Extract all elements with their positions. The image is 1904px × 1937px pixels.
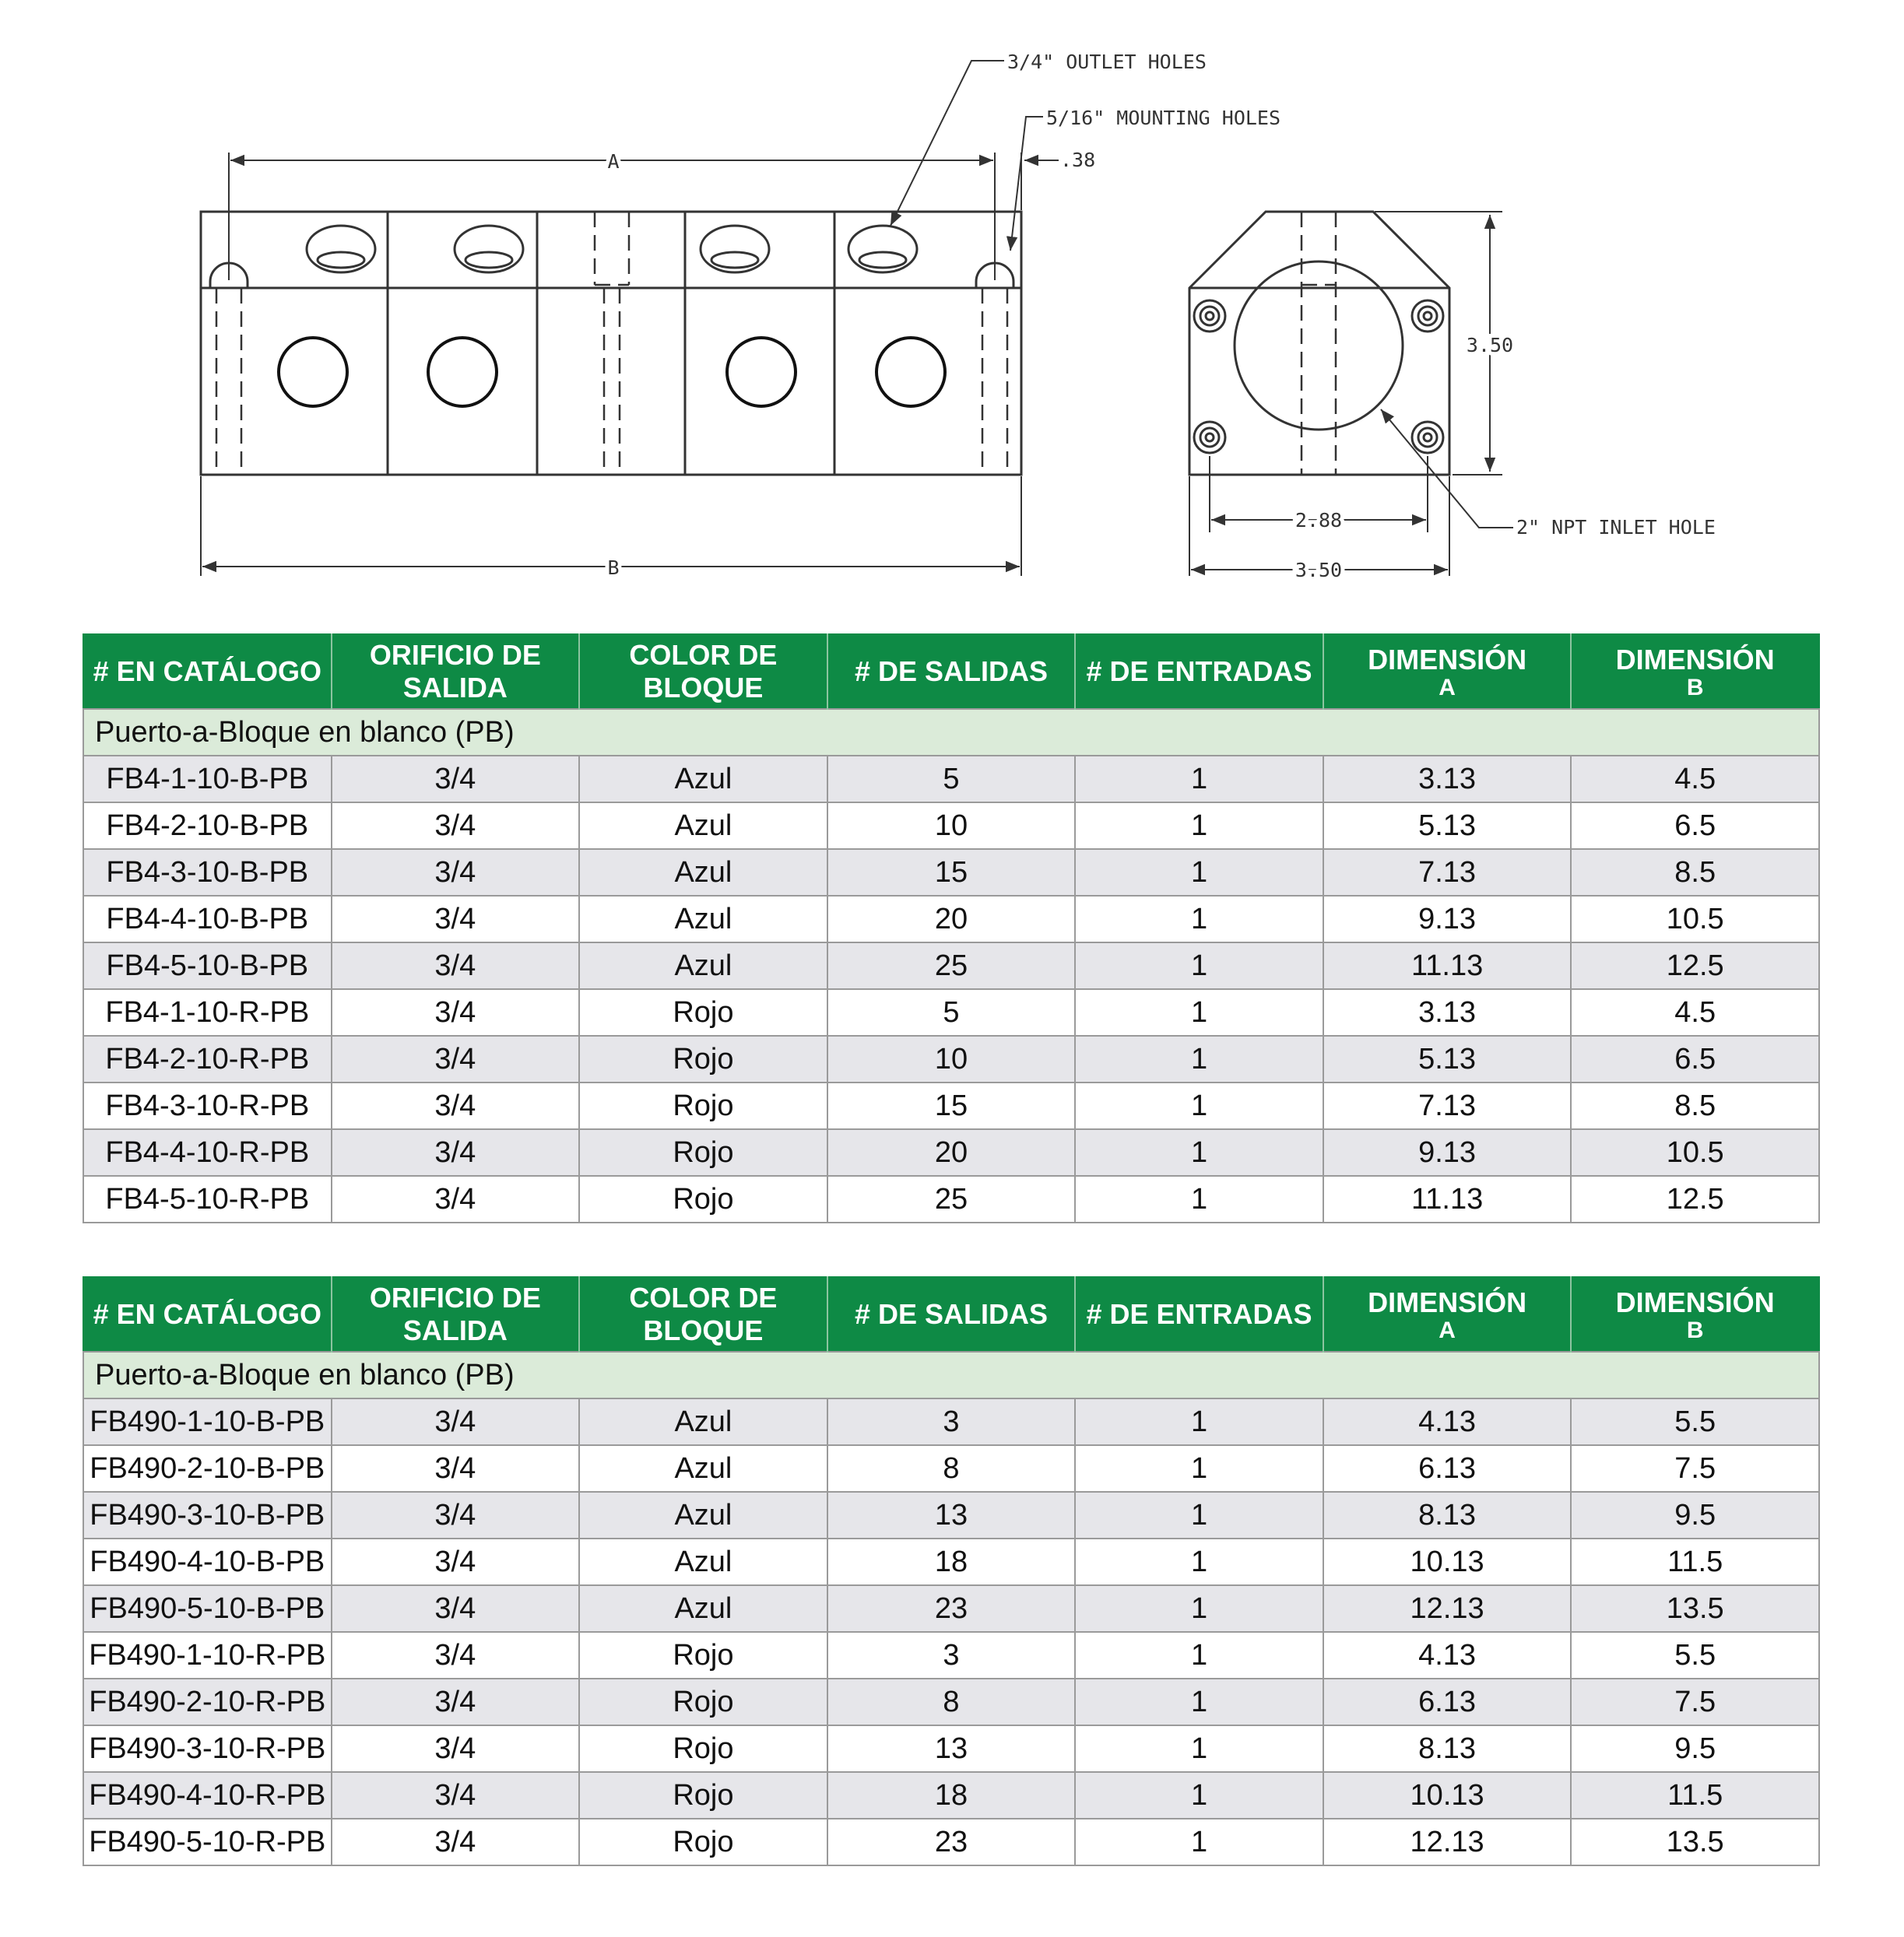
- cell-inlets: 1: [1075, 1679, 1323, 1725]
- cell-catalog: FB490-1-10-R-PB: [83, 1632, 332, 1679]
- cell-inlets: 1: [1075, 1036, 1323, 1083]
- cell-outlet-size: 3/4: [332, 1083, 580, 1129]
- cell-dim-b: 4.5: [1571, 989, 1819, 1036]
- cell-inlets: 1: [1075, 1083, 1323, 1129]
- cell-dim-a: 4.13: [1323, 1398, 1572, 1445]
- cell-outlet-size: 3/4: [332, 1632, 580, 1679]
- cell-outlet-size: 3/4: [332, 1819, 580, 1865]
- cell-dim-b: 7.5: [1571, 1445, 1819, 1492]
- cell-inlets: 1: [1075, 849, 1323, 896]
- table-row: [83, 1036, 1819, 1083]
- cell-block-color: Azul: [579, 1539, 827, 1585]
- cell-outlet-size: 3/4: [332, 896, 580, 942]
- cell-dim-b: 12.5: [1571, 942, 1819, 989]
- table-header-row: [83, 1277, 1819, 1352]
- cell-dim-a: 10.13: [1323, 1539, 1572, 1585]
- cell-catalog: FB4-5-10-R-PB: [83, 1176, 332, 1223]
- cell-inlets: 1: [1075, 1772, 1323, 1819]
- cell-catalog: FB490-1-10-B-PB: [83, 1398, 332, 1445]
- cell-outlets: 8: [827, 1445, 1076, 1492]
- cell-inlets: 1: [1075, 942, 1323, 989]
- cell-inlets: 1: [1075, 1539, 1323, 1585]
- col-header-color: COLOR DE BLOQUE: [579, 1277, 827, 1352]
- col-header-outlets: # DE SALIDAS: [827, 1277, 1076, 1352]
- front-dimensions: [201, 61, 1059, 576]
- cell-inlets: 1: [1075, 1585, 1323, 1632]
- cell-dim-a: 8.13: [1323, 1492, 1572, 1539]
- cell-block-color: Rojo: [579, 989, 827, 1036]
- cell-block-color: Rojo: [579, 1176, 827, 1223]
- cell-dim-a: 8.13: [1323, 1725, 1572, 1772]
- cell-block-color: Rojo: [579, 1819, 827, 1865]
- cell-block-color: Azul: [579, 1398, 827, 1445]
- cell-catalog: FB4-5-10-B-PB: [83, 942, 332, 989]
- mounting-holes-label: 5/16" MOUNTING HOLES: [1046, 107, 1281, 129]
- table-row: [83, 1539, 1819, 1585]
- cell-dim-a: 12.13: [1323, 1585, 1572, 1632]
- spec-table-fb490: [83, 1276, 1820, 1866]
- table-row: [83, 1129, 1819, 1176]
- cell-outlet-size: 3/4: [332, 756, 580, 802]
- cell-catalog: FB4-2-10-B-PB: [83, 802, 332, 849]
- dim-a-label: A: [607, 150, 620, 173]
- outlet-hole-icon: [307, 226, 917, 272]
- cell-block-color: Rojo: [579, 1632, 827, 1679]
- cell-catalog: FB4-2-10-R-PB: [83, 1036, 332, 1083]
- cell-dim-b: 10.5: [1571, 1129, 1819, 1176]
- cell-block-color: Azul: [579, 849, 827, 896]
- cell-outlets: 20: [827, 1129, 1076, 1176]
- col-header-inlets: # DE ENTRADAS: [1075, 1277, 1323, 1352]
- col-header-catalog: # EN CATÁLOGO: [83, 1277, 332, 1352]
- cell-dim-b: 10.5: [1571, 896, 1819, 942]
- cell-dim-b: 9.5: [1571, 1492, 1819, 1539]
- col-header-outlet: ORIFICIO DE SALIDA: [332, 1277, 580, 1352]
- cell-catalog: FB4-4-10-B-PB: [83, 896, 332, 942]
- cell-inlets: 1: [1075, 1492, 1323, 1539]
- cell-catalog: FB490-3-10-B-PB: [83, 1492, 332, 1539]
- cell-inlets: 1: [1075, 802, 1323, 849]
- cell-outlet-size: 3/4: [332, 1176, 580, 1223]
- cell-dim-a: 11.13: [1323, 1176, 1572, 1223]
- cell-dim-a: 11.13: [1323, 942, 1572, 989]
- cell-block-color: Azul: [579, 802, 827, 849]
- col-header-dim-a: DIMENSIÓN A: [1323, 634, 1572, 709]
- cell-catalog: FB4-3-10-R-PB: [83, 1083, 332, 1129]
- cell-dim-a: 9.13: [1323, 896, 1572, 942]
- cell-inlets: 1: [1075, 1819, 1323, 1865]
- cell-outlet-size: 3/4: [332, 802, 580, 849]
- dim-b-label: B: [607, 556, 620, 579]
- table-header-row: [83, 634, 1819, 709]
- cell-dim-b: 8.5: [1571, 1083, 1819, 1129]
- side-view: [1189, 212, 1449, 475]
- cell-outlet-size: 3/4: [332, 849, 580, 896]
- cell-block-color: Azul: [579, 942, 827, 989]
- cell-dim-b: 13.5: [1571, 1585, 1819, 1632]
- col-header-color: COLOR DE BLOQUE: [579, 634, 827, 709]
- front-view: [201, 212, 1021, 475]
- table-row: [83, 1632, 1819, 1679]
- cell-block-color: Azul: [579, 1445, 827, 1492]
- group-row: [83, 1352, 1819, 1398]
- cell-outlets: 10: [827, 1036, 1076, 1083]
- col-header-dim-b: DIMENSIÓN B: [1571, 634, 1819, 709]
- table-row: [83, 849, 1819, 896]
- group-label: Puerto-a-Bloque en blanco (PB): [83, 709, 1819, 756]
- table-row: [83, 989, 1819, 1036]
- cell-catalog: FB4-3-10-B-PB: [83, 849, 332, 896]
- cell-outlet-size: 3/4: [332, 1036, 580, 1083]
- cell-dim-b: 5.5: [1571, 1632, 1819, 1679]
- cell-outlet-size: 3/4: [332, 1445, 580, 1492]
- cell-dim-a: 5.13: [1323, 1036, 1572, 1083]
- cell-block-color: Rojo: [579, 1772, 827, 1819]
- cell-block-color: Azul: [579, 756, 827, 802]
- cell-catalog: FB490-5-10-B-PB: [83, 1585, 332, 1632]
- outlet-holes-label: 3/4" OUTLET HOLES: [1007, 51, 1207, 73]
- technical-drawing: [0, 0, 1904, 615]
- cell-block-color: Rojo: [579, 1679, 827, 1725]
- col-header-dim-a: DIMENSIÓN A: [1323, 1277, 1572, 1352]
- cell-outlets: 13: [827, 1492, 1076, 1539]
- col-header-catalog: # EN CATÁLOGO: [83, 634, 332, 709]
- cell-dim-a: 3.13: [1323, 756, 1572, 802]
- cell-inlets: 1: [1075, 1398, 1323, 1445]
- cell-outlet-size: 3/4: [332, 1129, 580, 1176]
- cell-inlets: 1: [1075, 1632, 1323, 1679]
- cell-outlets: 8: [827, 1679, 1076, 1725]
- cell-dim-b: 9.5: [1571, 1725, 1819, 1772]
- cell-outlets: 25: [827, 942, 1076, 989]
- table-row: [83, 1585, 1819, 1632]
- cell-outlet-size: 3/4: [332, 1725, 580, 1772]
- cell-dim-b: 8.5: [1571, 849, 1819, 896]
- cell-catalog: FB490-3-10-R-PB: [83, 1725, 332, 1772]
- cell-inlets: 1: [1075, 1445, 1323, 1492]
- cell-outlets: 18: [827, 1539, 1076, 1585]
- spec-table-fb4: [83, 633, 1820, 1223]
- cell-dim-b: 5.5: [1571, 1398, 1819, 1445]
- cell-inlets: 1: [1075, 756, 1323, 802]
- cell-outlets: 23: [827, 1585, 1076, 1632]
- cell-dim-a: 10.13: [1323, 1772, 1572, 1819]
- cell-inlets: 1: [1075, 896, 1323, 942]
- col-header-inlets: # DE ENTRADAS: [1075, 634, 1323, 709]
- cell-catalog: FB490-4-10-R-PB: [83, 1772, 332, 1819]
- cell-dim-b: 13.5: [1571, 1819, 1819, 1865]
- cell-block-color: Azul: [579, 1492, 827, 1539]
- cell-catalog: FB4-4-10-R-PB: [83, 1129, 332, 1176]
- cell-dim-a: 3.13: [1323, 989, 1572, 1036]
- cell-block-color: Azul: [579, 1585, 827, 1632]
- group-row: [83, 709, 1819, 756]
- cell-dim-b: 6.5: [1571, 802, 1819, 849]
- cell-dim-a: 9.13: [1323, 1129, 1572, 1176]
- cell-catalog: FB490-5-10-R-PB: [83, 1819, 332, 1865]
- cell-inlets: 1: [1075, 1725, 1323, 1772]
- col-header-dim-b: DIMENSIÓN B: [1571, 1277, 1819, 1352]
- inlet-hole-label: 2" NPT INLET HOLE: [1516, 516, 1716, 539]
- cell-dim-b: 12.5: [1571, 1176, 1819, 1223]
- cell-block-color: Rojo: [579, 1036, 827, 1083]
- cell-block-color: Rojo: [579, 1083, 827, 1129]
- cell-catalog: FB4-1-10-R-PB: [83, 989, 332, 1036]
- cell-dim-a: 4.13: [1323, 1632, 1572, 1679]
- side-dimensions: [1189, 212, 1513, 576]
- dim-038-label: .38: [1060, 149, 1096, 171]
- cell-outlets: 25: [827, 1176, 1076, 1223]
- table-row: [83, 756, 1819, 802]
- table-row: [83, 1772, 1819, 1819]
- table-row: [83, 1725, 1819, 1772]
- cell-block-color: Rojo: [579, 1725, 827, 1772]
- cell-outlets: 3: [827, 1398, 1076, 1445]
- cell-outlet-size: 3/4: [332, 1398, 580, 1445]
- cell-inlets: 1: [1075, 1129, 1323, 1176]
- cell-dim-b: 4.5: [1571, 756, 1819, 802]
- table-row: [83, 1398, 1819, 1445]
- col-header-outlets: # DE SALIDAS: [827, 634, 1076, 709]
- cell-dim-a: 6.13: [1323, 1679, 1572, 1725]
- cell-catalog: FB490-2-10-B-PB: [83, 1445, 332, 1492]
- cell-dim-b: 6.5: [1571, 1036, 1819, 1083]
- cell-outlet-size: 3/4: [332, 1772, 580, 1819]
- table-row: [83, 1492, 1819, 1539]
- cell-catalog: FB490-4-10-B-PB: [83, 1539, 332, 1585]
- group-label: Puerto-a-Bloque en blanco (PB): [83, 1352, 1819, 1398]
- cell-block-color: Azul: [579, 896, 827, 942]
- cell-outlets: 5: [827, 989, 1076, 1036]
- table-row: [83, 1679, 1819, 1725]
- cell-outlet-size: 3/4: [332, 1539, 580, 1585]
- cell-inlets: 1: [1075, 1176, 1323, 1223]
- inlet-hole-icon: [1235, 261, 1403, 430]
- cell-outlet-size: 3/4: [332, 989, 580, 1036]
- cell-outlets: 23: [827, 1819, 1076, 1865]
- cell-dim-b: 11.5: [1571, 1772, 1819, 1819]
- col-header-outlet: ORIFICIO DE SALIDA: [332, 634, 580, 709]
- table-row: [83, 1083, 1819, 1129]
- cell-outlets: 18: [827, 1772, 1076, 1819]
- cell-outlets: 3: [827, 1632, 1076, 1679]
- cell-dim-a: 7.13: [1323, 849, 1572, 896]
- cell-dim-a: 12.13: [1323, 1819, 1572, 1865]
- cell-inlets: 1: [1075, 989, 1323, 1036]
- table-row: [83, 1819, 1819, 1865]
- cell-outlets: 15: [827, 1083, 1076, 1129]
- table-row: [83, 1445, 1819, 1492]
- cell-outlets: 5: [827, 756, 1076, 802]
- cell-dim-a: 5.13: [1323, 802, 1572, 849]
- cell-catalog: FB490-2-10-R-PB: [83, 1679, 332, 1725]
- cell-outlet-size: 3/4: [332, 942, 580, 989]
- cell-block-color: Rojo: [579, 1129, 827, 1176]
- cell-dim-b: 11.5: [1571, 1539, 1819, 1585]
- cell-outlets: 15: [827, 849, 1076, 896]
- cell-catalog: FB4-1-10-B-PB: [83, 756, 332, 802]
- dim-288-label: 2.88: [1295, 509, 1343, 532]
- cell-outlets: 10: [827, 802, 1076, 849]
- table-row: [83, 942, 1819, 989]
- cell-outlet-size: 3/4: [332, 1492, 580, 1539]
- cell-outlet-size: 3/4: [332, 1679, 580, 1725]
- cell-outlets: 13: [827, 1725, 1076, 1772]
- cell-dim-a: 6.13: [1323, 1445, 1572, 1492]
- table-row: [83, 802, 1819, 849]
- cell-dim-b: 7.5: [1571, 1679, 1819, 1725]
- cell-dim-a: 7.13: [1323, 1083, 1572, 1129]
- dim-350-vertical-label: 3.50: [1466, 334, 1514, 356]
- cell-outlet-size: 3/4: [332, 1585, 580, 1632]
- table-row: [83, 896, 1819, 942]
- outlet-circle-icon: [279, 338, 945, 406]
- cell-outlets: 20: [827, 896, 1076, 942]
- table-row: [83, 1176, 1819, 1223]
- dim-350-horizontal-label: 3.50: [1295, 559, 1343, 581]
